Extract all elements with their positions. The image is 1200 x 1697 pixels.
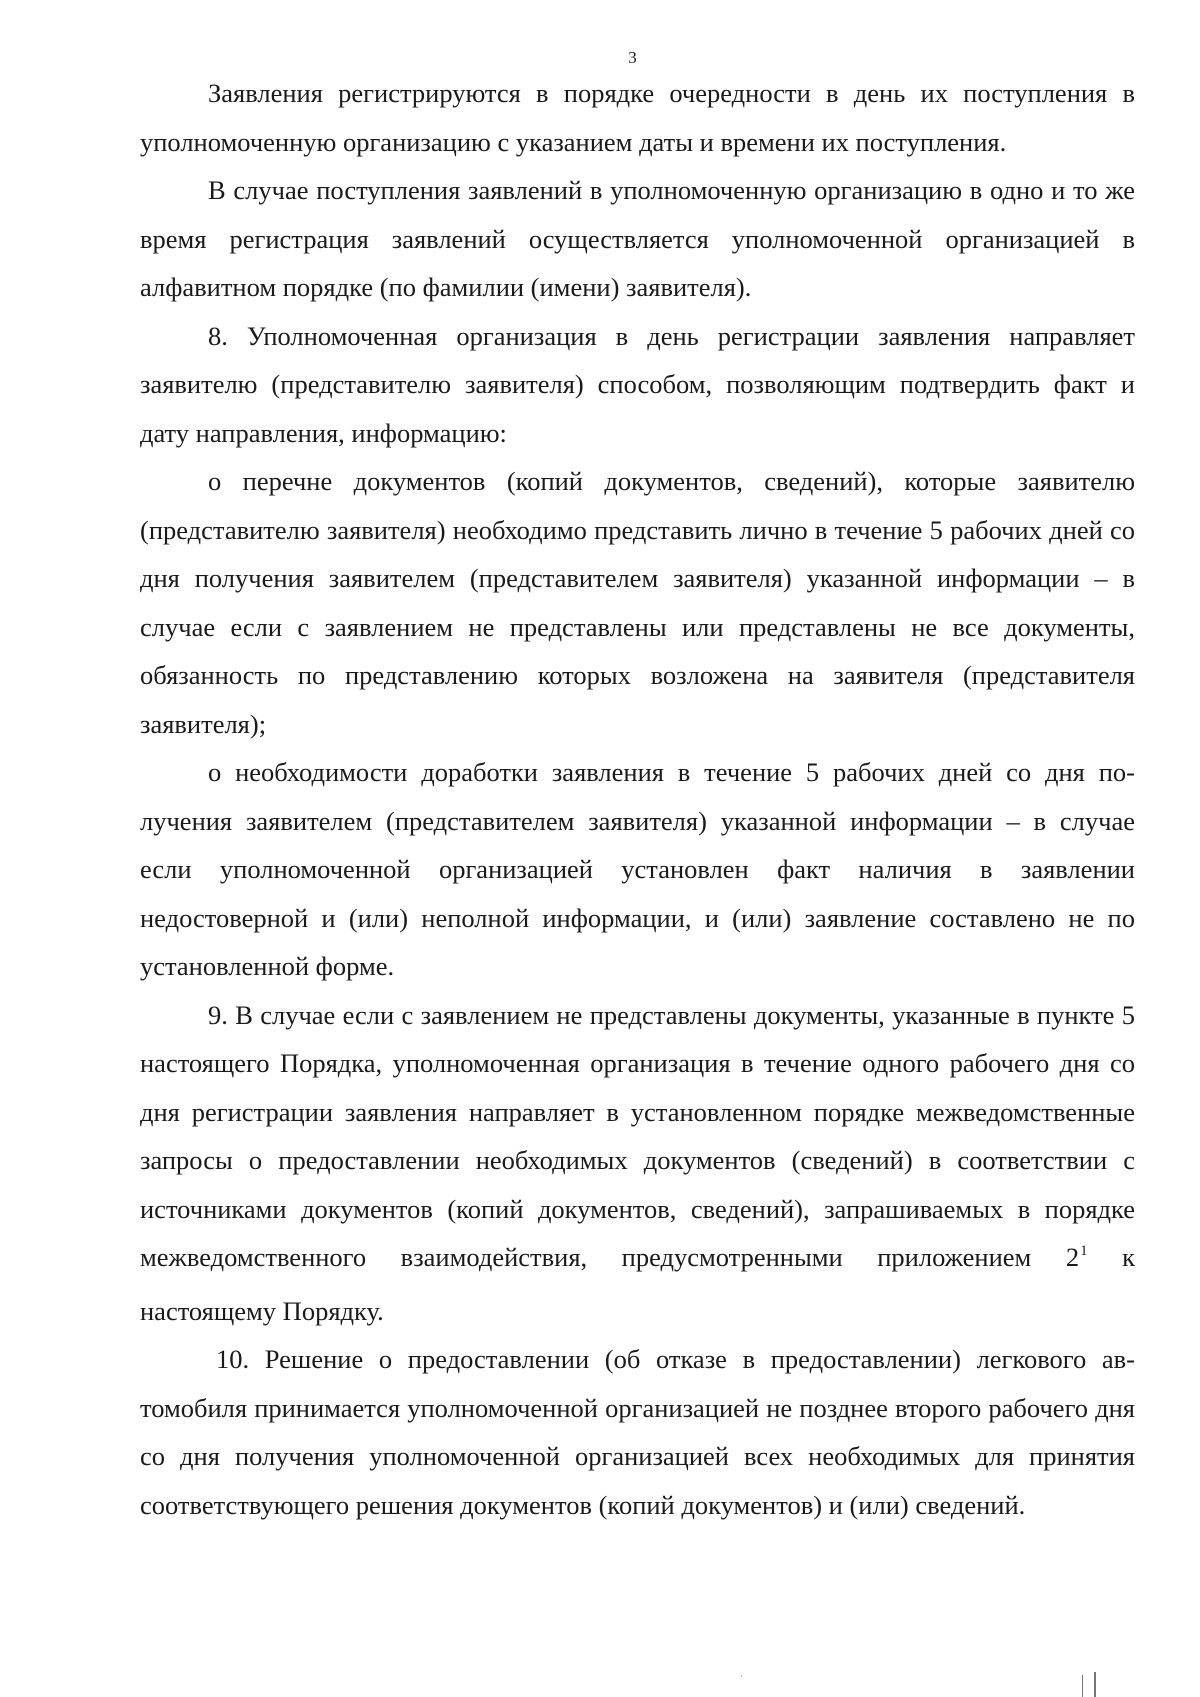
superscript: 1 (1080, 1243, 1088, 1259)
paragraph-revision-needed: о необходимости доработки заявления в течение 5 рабочих дней со дня получения заявителем (представителем заявителя) указанной информации – в случае если уполномоченной организацией установлен факт наличия в заявлении недостоверной и (или) неполной информации, и (или) заявление составлено не по установленной форме. (140, 757, 1135, 981)
paragraph-simultaneous-receipt: В случае поступления заявлений в уполномоченную организацию в одно и то же время регистрация заявлений осуществляется уполномоченной организацией в алфавитном порядке (по фамилии (имени) заявителя). (140, 175, 1135, 302)
item-9-text: 9. В случае если с заявлением не представлены документы, указанные в пункте 5 настоящего Порядка, уполномоченная организация в течение одного рабочего дня со дня регистрации заявления направляет в установленном порядке межведомственные запросы о предоставлении необходимых документов (сведений) в соответствии с источниками документов (копий документов, сведений), запрашиваемых в порядке межведомственного взаимодействия, предусмотренными приложением 2 (140, 999, 1135, 1272)
paragraph-item-8: 8. Уполномоченная организация в день регистрации заявления направляет заявителю (представителю заявителя) способом, позволяющим подтвердить факт и дату направления, информацию: (140, 320, 1135, 448)
item-9-text-end: к настоящему Порядку. (140, 1242, 1135, 1326)
page-number: 3 (628, 48, 637, 67)
scan-artifact (1094, 1672, 1096, 1697)
scan-artifact (1082, 1675, 1083, 1697)
paragraph-item-9 (140, 991, 1135, 1336)
paragraph-item-10: 10. Решение о предоставлении (об отказе в предоставлении) легкового автомобиля принимается уполномоченной организацией не позднее второго рабочего дня со дня получения уполномоченной организацией всех необходимых для принятия соответствующего решения документов (копий документов) и (или) сведений. (140, 1344, 1135, 1520)
document-body (140, 69, 1135, 1529)
paragraph-documents-list: о перечне документов (копий документов, сведений), которые заявителю (представителю заявителя) необходимо представить лично в течение 5 рабочих дней со дня получения заявителем (представителем заявителя) указанной информации – в случае если с заявлением не представлены или представлены не все документы, обязанность по представлению которых возложена на заявителя (представителя заявителя); (140, 466, 1135, 739)
paragraph-registration-order: Заявления регистрируются в порядке очередности в день их поступления в уполномоченную организацию с указанием даты и времени их поступления. (140, 78, 1135, 157)
scan-artifact (741, 1675, 742, 1677)
